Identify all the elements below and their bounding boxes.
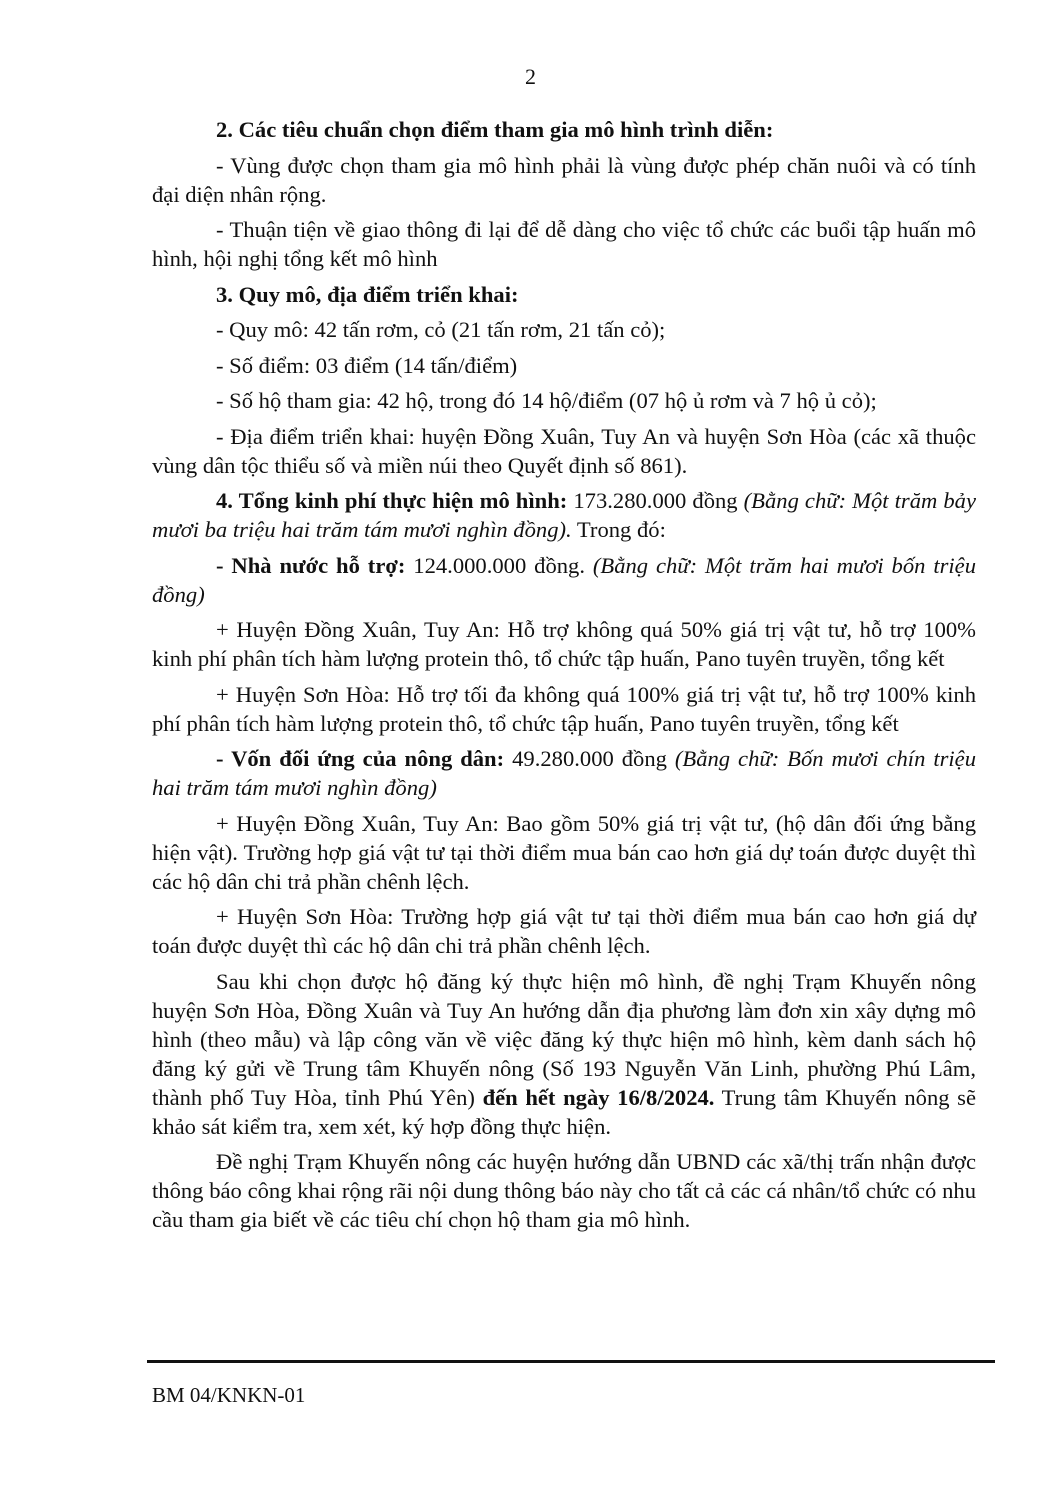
section-3-item: - Số hộ tham gia: 42 hộ, trong đó 14 hộ/điểm (07 hộ ủ rơm và 7 hộ ủ cỏ); (216, 388, 877, 413)
section-3-item: - Địa điểm triển khai: huyện Đồng Xuân, Tuy An và huyện Sơn Hòa (các xã thuộc vùng dân tộc thiểu số và miền núi theo Quyết định số 861). (152, 423, 976, 478)
form-code: BM 04/KNKN-01 (152, 1383, 306, 1407)
state-support-amount: 124.000.000 đồng. (405, 552, 593, 578)
state-support-item: + Huyện Sơn Hòa: Hỗ trợ tối đa không quá 100% giá trị vật tư, hỗ trợ 100% kinh phí phân tích hàm lượng protein thô, tổ chức tập huấn, Pano tuyên truyền, tổng kết (152, 681, 976, 736)
section-2-item: - Vùng được chọn tham gia mô hình phải là vùng được phép chăn nuôi và có tính đại diện nhân rộng. (152, 152, 976, 207)
state-support-words: (Bằng chữ: Một trăm hai mươi bốn triệu đồng) (152, 552, 976, 607)
document-body (152, 115, 976, 1241)
farmer-contribution-label: - Vốn đối ứng của nông dân: (216, 746, 505, 771)
section-4-heading: 4. Tổng kinh phí thực hiện mô hình: (216, 488, 568, 513)
farmer-contribution-item: + Huyện Đồng Xuân, Tuy An: Bao gồm 50% giá trị vật tư, (hộ dân đối ứng bằng hiện vật). Trường hợp giá vật tư tại thời điểm mua bán cao hơn giá dự toán được duyệt thì các hộ dân chi trả phần chênh lệch. (152, 810, 976, 894)
closing-request: Đề nghị Trạm Khuyến nông các huyện hướng dẫn UBND các xã/thị trấn nhận được thông báo công khai rộng rãi nội dung thông báo này cho tất cả các cá nhân/tổ chức có nhu cầu tham gia biết về các tiêu chí chọn hộ tham gia mô hình. (152, 1149, 976, 1232)
total-amount-words: (Bằng chữ: Một trăm bảy mươi ba triệu hai trăm tám mươi nghìn đồng). (152, 488, 976, 542)
closing-text-end: Trung tâm Khuyến nông sẽ khảo sát kiểm tra, xem xét, ký hợp đồng thực hiện. (152, 1084, 976, 1139)
closing-paragraph (152, 967, 976, 1141)
farmer-contribution-amount: 49.280.000 đồng (504, 746, 675, 771)
farmer-contribution-words: (Bằng chữ: Bốn mươi chín triệu hai trăm tám mươi nghìn đồng) (152, 746, 976, 800)
footer-divider (147, 1360, 995, 1363)
registration-deadline: đến hết ngày 16/8/2024. (482, 1084, 715, 1110)
total-amount: 173.280.000 đồng (567, 488, 744, 513)
section-3-heading: 3. Quy mô, địa điểm triển khai: (216, 281, 519, 307)
total-tail: Trong đó: (571, 517, 666, 542)
section-4-total (152, 486, 976, 544)
closing-text: Sau khi chọn được hộ đăng ký thực hiện mô hình, đề nghị Trạm Khuyến nông huyện Sơn Hòa, Đồng Xuân và Tuy An hướng dẫn địa phương làm đơn xin xây dựng mô hình (theo mẫu) và lập công văn về việc đăng ký thực hiện mô hình, kèm danh sách hộ đăng ký gửi về Trung tâm Khuyến nông (Số 193 Nguyễn Văn Linh, phường Phú Lâm, thành phố Tuy Hòa, tỉnh Phú Yên) (152, 968, 976, 1110)
section-3-item: - Số điểm: 03 điểm (14 tấn/điểm) (216, 352, 518, 378)
state-support-label: - Nhà nước hỗ trợ: (216, 552, 406, 578)
state-support-item: + Huyện Đồng Xuân, Tuy An: Hỗ trợ không quá 50% giá trị vật tư, hỗ trợ 100% kinh phí phân tích hàm lượng protein thô, tổ chức tập huấn, Pano tuyên truyền, tổng kết (152, 617, 976, 671)
section-3-item: - Quy mô: 42 tấn rơm, cỏ (21 tấn rơm, 21 tấn cỏ); (216, 317, 666, 342)
section-2-heading: 2. Các tiêu chuẩn chọn điểm tham gia mô hình trình diễn: (216, 117, 774, 142)
state-support (152, 551, 976, 609)
farmer-contribution (152, 744, 976, 802)
page-number: 2 (525, 64, 536, 89)
section-2-item: - Thuận tiện về giao thông đi lại để dễ dàng cho việc tổ chức các buổi tập huấn mô hình, hội nghị tổng kết mô hình (152, 217, 976, 271)
farmer-contribution-item: + Huyện Sơn Hòa: Trường hợp giá vật tư tại thời điểm mua bán cao hơn giá dự toán được duyệt thì các hộ dân chi trả phần chênh lệch. (152, 904, 976, 958)
